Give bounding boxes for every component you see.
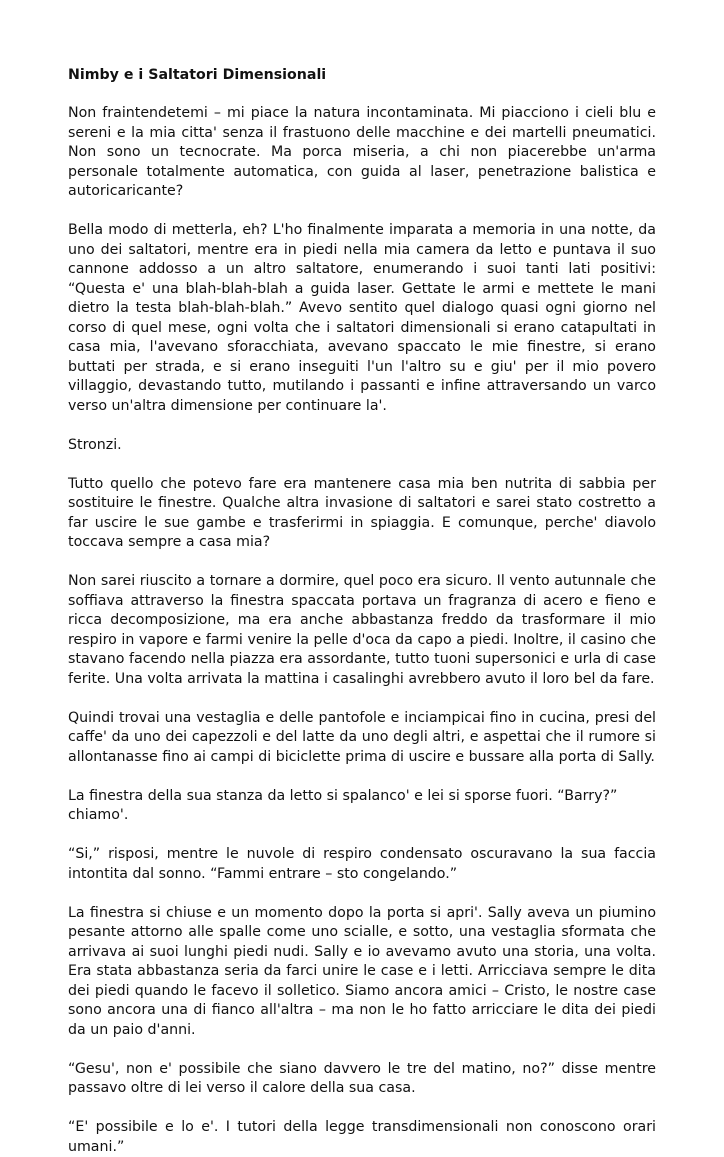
paragraph-9: La finestra si chiuse e un momento dopo la porta si apri'. Sally aveva un piumino pesante attorno alle spalle come uno scialle, e sotto, una vestaglia sformata che arrivava ai suoi lunghi piedi nudi. Sally e io avevamo avuto una storia, una volta. Era stata abbastanza seria da farci unire le case e i letti. Arricciava sempre le dita dei piedi quando le facevo il solletico. Siamo ancora amici – Cristo, le nostre case sono ancora una di fianco all'altra – ma non le ho fatto arricciare le dita dei piedi da un paio d'anni. xyxy=(68,904,656,1038)
paragraph-6: Quindi trovai una vestaglia e delle pantofole e inciampicai fino in cucina, presi del caffe' da uno dei capezzoli e del latte da uno degli altri, e aspettai che il rumore si allontanasse fino ai campi di biciclette prima di uscire e bussare alla porta di Sally. xyxy=(68,709,656,765)
paragraph-2: Bella modo di metterla, eh? L'ho finalmente imparata a memoria in una notte, da uno dei saltatori, mentre era in piedi nella mia camera da letto e puntava il suo cannone addosso a un altro saltatore, enumerando i suoi tanti lati positivi: “Questa e' una blah-blah-blah a guida laser. Gettate le armi e mettete le mani dietro la testa blah-blah-blah.” Avevo sentito quel dialogo quasi ogni giorno nel corso di quel mese, ogni volta che i saltatori dimensionali si erano catapultati in casa mia, l'avevano sforacchiata, avevano spaccato le mie finestre, si erano buttati per strada, e si erano inseguiti l'un l'altro su e giu' per il mio povero villaggio, devastando tutto, mutilando i passanti e infine attraversando un varco verso un'altra dimensione per continuare la'. xyxy=(68,222,656,414)
paragraph-7: La finestra della sua stanza da letto si spalanco' e lei si sporse fuori. “Barry?” chiamo'. xyxy=(68,787,618,823)
document-page xyxy=(68,66,656,1157)
paragraph-1: Non fraintendetemi – mi piace la natura incontaminata. Mi piacciono i cieli blu e sereni e la mia citta' senza il frastuono delle macchine e dei martelli pneumatici. Non sono un tecnocrate. Ma porca miseria, a chi non piacerebbe un'arma personale totalmente automatica, con guida al laser, penetrazione balistica e autoricaricante? xyxy=(68,105,656,199)
paragraph-8: “Si,” risposi, mentre le nuvole di respiro condensato oscuravano la sua faccia intontita dal sonno. “Fammi entrare – sto congelando.” xyxy=(68,846,656,882)
paragraph-10: “Gesu', non e' possibile che siano davvero le tre del matino, no?” disse mentre passavo oltre di lei verso il calore della sua casa. xyxy=(68,1060,656,1096)
paragraph-3: Stronzi. xyxy=(68,436,122,453)
paragraph-11: “E' possibile e lo e'. I tutori della legge transdimensionali non conoscono orari umani.” xyxy=(68,1119,656,1155)
paragraph-4: Tutto quello che potevo fare era mantenere casa mia ben nutrita di sabbia per sostituire le finestre. Qualche altra invasione di saltatori e sarei stato costretto a far uscire le sue gambe e trasferirmi in spiaggia. E comunque, perche' diavolo toccava sempre a casa mia? xyxy=(68,475,656,550)
paragraph-5: Non sarei riuscito a tornare a dormire, quel poco era sicuro. Il vento autunnale che soffiava attraverso la finestra spaccata portava un fragranza di acero e fieno e ricca decomposizione, ma era anche abbastanza freddo da trasformare il mio respiro in vapore e farmi venire la pelle d'oca da capo a piedi. Inoltre, il casino che stavano facendo nella piazza era assordante, tutto tuoni supersonici e urla di case ferite. Una volta arrivata la mattina i casalinghi avrebbero avuto il loro bel da fare. xyxy=(68,573,656,687)
document-title: Nimby e i Saltatori Dimensionali xyxy=(68,67,327,83)
